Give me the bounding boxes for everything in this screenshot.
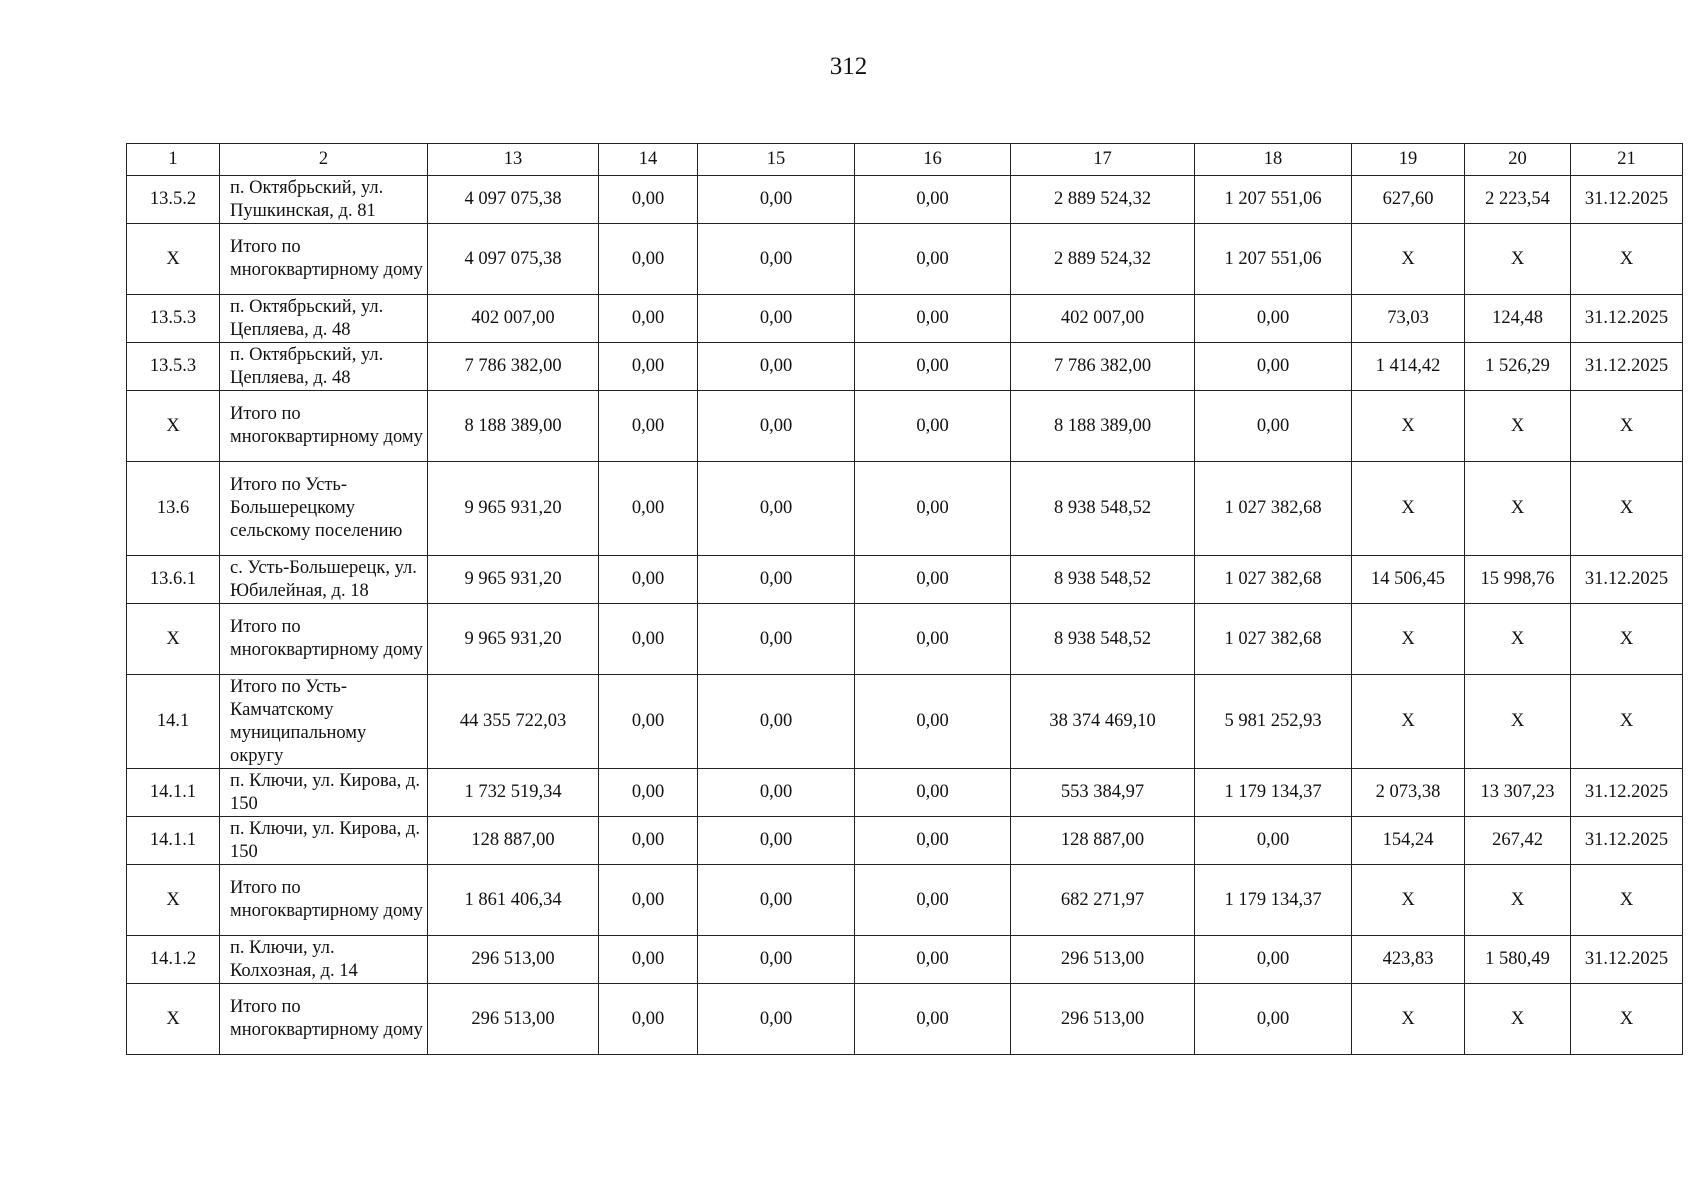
- page-number: 312: [829, 53, 868, 80]
- table-cell: 0,00: [698, 984, 855, 1055]
- table-cell: X: [1352, 391, 1465, 462]
- table-cell: 1 580,49: [1465, 936, 1571, 984]
- table-row: [127, 865, 1683, 936]
- table-cell: 0,00: [855, 391, 1011, 462]
- table-cell: 13 307,23: [1465, 769, 1571, 817]
- table-cell: 4 097 075,38: [428, 176, 599, 224]
- table-cell: 0,00: [599, 224, 698, 295]
- table-cell: 0,00: [599, 295, 698, 343]
- table-cell: 0,00: [1195, 817, 1352, 865]
- table-cell: 0,00: [599, 817, 698, 865]
- table-cell: 1 027 382,68: [1195, 604, 1352, 675]
- table-cell: 0,00: [698, 604, 855, 675]
- table-cell: 402 007,00: [1011, 295, 1195, 343]
- table-cell: 0,00: [855, 224, 1011, 295]
- table-cell: 0,00: [698, 391, 855, 462]
- table-cell: X: [1352, 675, 1465, 769]
- table-cell: 1 207 551,06: [1195, 176, 1352, 224]
- table-row: [127, 176, 1683, 224]
- table-cell: X: [1465, 675, 1571, 769]
- table-cell: 1 027 382,68: [1195, 556, 1352, 604]
- table-cell: 38 374 469,10: [1011, 675, 1195, 769]
- table-cell: 128 887,00: [1011, 817, 1195, 865]
- address-cell: Итого по многоквартирному дому: [220, 865, 428, 936]
- address-cell: с. Усть-Большерецк, ул. Юбилейная, д. 18: [220, 556, 428, 604]
- header-cell: 17: [1011, 144, 1195, 176]
- table-cell: 31.12.2025: [1571, 769, 1683, 817]
- table-cell: 0,00: [1195, 936, 1352, 984]
- table-row: [127, 984, 1683, 1055]
- table-cell: 0,00: [599, 675, 698, 769]
- table-cell: 128 887,00: [428, 817, 599, 865]
- table-cell: 296 513,00: [428, 984, 599, 1055]
- table-cell: 682 271,97: [1011, 865, 1195, 936]
- header-cell: 15: [698, 144, 855, 176]
- table-cell: 13.5.3: [127, 295, 220, 343]
- table-cell: 0,00: [1195, 984, 1352, 1055]
- table-row: [127, 769, 1683, 817]
- table-cell: X: [127, 865, 220, 936]
- table-cell: 1 027 382,68: [1195, 462, 1352, 556]
- address-cell: п. Ключи, ул. Кирова, д. 150: [220, 769, 428, 817]
- table-cell: 0,00: [855, 604, 1011, 675]
- table-cell: 31.12.2025: [1571, 936, 1683, 984]
- table-cell: 14.1.2: [127, 936, 220, 984]
- table-cell: 0,00: [698, 865, 855, 936]
- table-cell: 0,00: [599, 984, 698, 1055]
- table-cell: 0,00: [698, 295, 855, 343]
- table-cell: 31.12.2025: [1571, 295, 1683, 343]
- table-cell: 0,00: [855, 984, 1011, 1055]
- table-cell: X: [1352, 224, 1465, 295]
- table-cell: 296 513,00: [1011, 936, 1195, 984]
- table-cell: 31.12.2025: [1571, 817, 1683, 865]
- data-table: [126, 143, 1683, 1055]
- table-cell: 1 861 406,34: [428, 865, 599, 936]
- table-cell: X: [1352, 865, 1465, 936]
- header-cell: 16: [855, 144, 1011, 176]
- table-cell: 124,48: [1465, 295, 1571, 343]
- table-cell: 2 073,38: [1352, 769, 1465, 817]
- table-cell: X: [1571, 462, 1683, 556]
- table-row: [127, 817, 1683, 865]
- table-cell: 0,00: [855, 675, 1011, 769]
- table-cell: 0,00: [599, 604, 698, 675]
- table-body: [127, 144, 1683, 1055]
- header-cell: 19: [1352, 144, 1465, 176]
- table-cell: 14 506,45: [1352, 556, 1465, 604]
- address-cell: Итого по Усть-Камчатскому муниципальному округу: [220, 675, 428, 769]
- header-cell: 2: [220, 144, 428, 176]
- table-cell: X: [1571, 224, 1683, 295]
- table-cell: 0,00: [855, 462, 1011, 556]
- table-cell: X: [1465, 224, 1571, 295]
- address-cell: п. Октябрьский, ул. Цепляева, д. 48: [220, 343, 428, 391]
- table-cell: 0,00: [1195, 391, 1352, 462]
- table-cell: 9 965 931,20: [428, 604, 599, 675]
- table-cell: X: [1465, 462, 1571, 556]
- table-cell: X: [1352, 984, 1465, 1055]
- table-row: [127, 936, 1683, 984]
- table-cell: 5 981 252,93: [1195, 675, 1352, 769]
- table-row: [127, 343, 1683, 391]
- table-cell: X: [1571, 391, 1683, 462]
- table-row: [127, 604, 1683, 675]
- table-cell: 423,83: [1352, 936, 1465, 984]
- table-cell: X: [1571, 604, 1683, 675]
- table-cell: 0,00: [599, 769, 698, 817]
- table-cell: 1 526,29: [1465, 343, 1571, 391]
- table-cell: 8 188 389,00: [1011, 391, 1195, 462]
- table-row: [127, 391, 1683, 462]
- table-cell: 15 998,76: [1465, 556, 1571, 604]
- table-cell: 0,00: [855, 343, 1011, 391]
- table-cell: 1 207 551,06: [1195, 224, 1352, 295]
- table-cell: 2 223,54: [1465, 176, 1571, 224]
- table-cell: X: [127, 391, 220, 462]
- table-cell: 0,00: [855, 769, 1011, 817]
- header-cell: 14: [599, 144, 698, 176]
- address-cell: Итого по многоквартирному дому: [220, 224, 428, 295]
- table-cell: 0,00: [698, 343, 855, 391]
- table-cell: 73,03: [1352, 295, 1465, 343]
- table-cell: 2 889 524,32: [1011, 176, 1195, 224]
- table-cell: 31.12.2025: [1571, 556, 1683, 604]
- table-cell: X: [1571, 984, 1683, 1055]
- table-cell: 9 965 931,20: [428, 462, 599, 556]
- table-cell: 13.5.2: [127, 176, 220, 224]
- table-cell: 553 384,97: [1011, 769, 1195, 817]
- address-cell: Итого по многоквартирному дому: [220, 984, 428, 1055]
- table-cell: 402 007,00: [428, 295, 599, 343]
- table-cell: 0,00: [698, 556, 855, 604]
- address-cell: п. Ключи, ул. Кирова, д. 150: [220, 817, 428, 865]
- table-cell: 14.1.1: [127, 817, 220, 865]
- table-row: [127, 556, 1683, 604]
- table-cell: 31.12.2025: [1571, 343, 1683, 391]
- address-cell: Итого по многоквартирному дому: [220, 391, 428, 462]
- table-cell: 0,00: [599, 343, 698, 391]
- address-cell: Итого по Усть-Большерецкому сельскому поселению: [220, 462, 428, 556]
- table-cell: 4 097 075,38: [428, 224, 599, 295]
- table-cell: 14.1.1: [127, 769, 220, 817]
- address-cell: Итого по многоквартирному дому: [220, 604, 428, 675]
- table-cell: 627,60: [1352, 176, 1465, 224]
- table-cell: 0,00: [599, 176, 698, 224]
- table-cell: 0,00: [698, 769, 855, 817]
- table-cell: 14.1: [127, 675, 220, 769]
- table-cell: X: [1571, 865, 1683, 936]
- table-cell: 8 938 548,52: [1011, 556, 1195, 604]
- table-cell: 8 188 389,00: [428, 391, 599, 462]
- table-cell: X: [127, 604, 220, 675]
- table-cell: X: [127, 984, 220, 1055]
- table-cell: 13.6: [127, 462, 220, 556]
- table-cell: 1 732 519,34: [428, 769, 599, 817]
- table-cell: 0,00: [599, 865, 698, 936]
- table-cell: 0,00: [698, 936, 855, 984]
- header-cell: 13: [428, 144, 599, 176]
- table-cell: 1 179 134,37: [1195, 865, 1352, 936]
- table-cell: 267,42: [1465, 817, 1571, 865]
- address-cell: п. Октябрьский, ул. Пушкинская, д. 81: [220, 176, 428, 224]
- table-cell: 2 889 524,32: [1011, 224, 1195, 295]
- table-cell: X: [1352, 604, 1465, 675]
- table-cell: X: [127, 224, 220, 295]
- table-cell: X: [1465, 984, 1571, 1055]
- address-cell: п. Октябрьский, ул. Цепляева, д. 48: [220, 295, 428, 343]
- table-cell: 0,00: [698, 462, 855, 556]
- header-cell: 1: [127, 144, 220, 176]
- table-cell: 0,00: [599, 391, 698, 462]
- table-cell: 7 786 382,00: [1011, 343, 1195, 391]
- table-cell: 44 355 722,03: [428, 675, 599, 769]
- table-cell: 0,00: [599, 556, 698, 604]
- table-row: [127, 462, 1683, 556]
- table-cell: 0,00: [698, 817, 855, 865]
- table-cell: X: [1465, 391, 1571, 462]
- table-cell: 1 414,42: [1352, 343, 1465, 391]
- table-cell: X: [1352, 462, 1465, 556]
- table-cell: 0,00: [698, 675, 855, 769]
- table-cell: 0,00: [1195, 295, 1352, 343]
- table-cell: 0,00: [855, 817, 1011, 865]
- table-cell: 8 938 548,52: [1011, 462, 1195, 556]
- table-cell: 0,00: [855, 176, 1011, 224]
- table-cell: 0,00: [855, 865, 1011, 936]
- header-cell: 18: [1195, 144, 1352, 176]
- address-cell: п. Ключи, ул. Колхозная, д. 14: [220, 936, 428, 984]
- header-cell: 21: [1571, 144, 1683, 176]
- table-cell: 9 965 931,20: [428, 556, 599, 604]
- table-row: [127, 675, 1683, 769]
- table-cell: 0,00: [855, 556, 1011, 604]
- table-cell: X: [1465, 865, 1571, 936]
- table-cell: 296 513,00: [428, 936, 599, 984]
- table-cell: 7 786 382,00: [428, 343, 599, 391]
- table-cell: 0,00: [599, 462, 698, 556]
- header-cell: 20: [1465, 144, 1571, 176]
- table-row: [127, 295, 1683, 343]
- table-cell: 0,00: [1195, 343, 1352, 391]
- table-cell: 0,00: [698, 176, 855, 224]
- table-cell: 0,00: [855, 295, 1011, 343]
- table-cell: 8 938 548,52: [1011, 604, 1195, 675]
- table-cell: 13.5.3: [127, 343, 220, 391]
- table-header-row: [127, 144, 1683, 176]
- table-cell: 296 513,00: [1011, 984, 1195, 1055]
- table-cell: 31.12.2025: [1571, 176, 1683, 224]
- table-cell: X: [1571, 675, 1683, 769]
- table-cell: 1 179 134,37: [1195, 769, 1352, 817]
- table-cell: 0,00: [855, 936, 1011, 984]
- table-cell: 0,00: [698, 224, 855, 295]
- table-cell: 154,24: [1352, 817, 1465, 865]
- table-cell: 13.6.1: [127, 556, 220, 604]
- table-cell: X: [1465, 604, 1571, 675]
- table-row: [127, 224, 1683, 295]
- table-cell: 0,00: [599, 936, 698, 984]
